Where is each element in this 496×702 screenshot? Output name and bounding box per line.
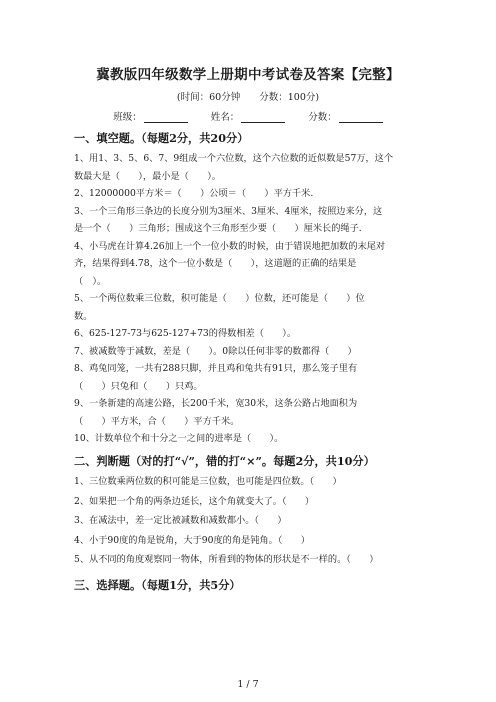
fill-line: 3、一个三角形三条边的长度分别为3厘米、3厘米、4厘米，按照边来分，这 xyxy=(74,205,383,217)
fill-line: 齐，结果得到4.78，这个一位小数是（ ），这道题的正确的结果是 xyxy=(74,258,357,269)
exam-total-score: 分数：100分) xyxy=(259,92,320,103)
section-judge-heading: 二、判断题（对的打“√”，错的打“×”。每题2分，共10分） xyxy=(74,454,375,468)
fill-line: 9、一条新建的高速公路，长200千米，宽30米，这条公路占地面积为 xyxy=(74,398,358,409)
fill-line: （ ）平方米，合（ ）平方千米。 xyxy=(74,415,240,427)
fill-line: 6、625-127-73与625-127+73的得数相差（ ）。 xyxy=(74,328,297,339)
page-title: 冀教版四年级数学上册期中考试卷及答案【完整】 xyxy=(96,67,400,83)
judge-line: 4、小于90度的角是锐角，大于90度的角是钝角。（ ） xyxy=(74,534,310,546)
name-field xyxy=(211,109,286,123)
judge-line: 3、在减法中，差一定比被减数和减数都小。（ ） xyxy=(74,515,287,526)
score-field xyxy=(308,109,383,123)
score-blank[interactable] xyxy=(339,112,383,123)
fill-line: 1、用1、3、5、6、7、9组成一个六位数，这个六位数的近似数是57万，这个 xyxy=(74,153,394,164)
judge-line: 2、如果把一个角的两条边延长，这个角就变大了。（ ） xyxy=(74,495,315,507)
section-choice-heading: 三、选择题。（每题1分，共5分） xyxy=(74,578,241,592)
fill-line: 2、12000000平方米＝（ ）公顷＝（ ）平方千米. xyxy=(74,188,314,199)
fill-line: 是一个（ ）三角形；围成这个三角形至少要（ ）厘米长的绳子. xyxy=(74,223,362,234)
fill-line: 数。 xyxy=(74,310,93,322)
exam-time: (时间：60分钟 xyxy=(176,92,241,103)
score-label: 分数： xyxy=(308,112,337,123)
judge-line: 5、从不同的角度观察同一物体，所看到的物体的形状是不一样的。（ ） xyxy=(74,554,379,565)
judge-line: 1、三位数乘两位数的积可能是三位数，也可能是四位数。（ ） xyxy=(74,476,342,487)
fill-line: 10、计数单位个和十分之一之间的进率是（ ）。 xyxy=(74,433,284,444)
class-label: 班级： xyxy=(113,112,142,123)
fill-line: （ ）只兔和（ ）只鸡。 xyxy=(74,380,203,392)
fill-line: 4、小马虎在计算4.26加上一个一位小数的时候，由于错误地把加数的末尾对 xyxy=(74,240,386,252)
exam-meta xyxy=(0,89,496,103)
name-label: 姓名： xyxy=(210,112,240,123)
class-field xyxy=(113,109,188,123)
fill-line: 5、一个两位数乘三位数，积可能是（ ）位数，还可能是（ ）位 xyxy=(74,293,365,304)
fill-line: 7、被减数等于减数，差是（ ）。0除以任何非零的数都得（ ） xyxy=(74,345,357,357)
fill-line: （ ）。 xyxy=(74,275,107,287)
fill-line: 数最大是（ ），最小是（ ）。 xyxy=(74,170,221,182)
page-number: 1 / 7 xyxy=(237,679,259,690)
fill-line: 8、鸡兔同笼，一共有288只脚，并且鸡和兔共有91只，那么笼子里有 xyxy=(74,363,358,374)
student-info-fields xyxy=(0,109,496,123)
class-blank[interactable] xyxy=(144,112,188,123)
name-blank[interactable] xyxy=(241,112,285,123)
section-fill-in-heading: 一、填空题。（每题2分，共20分） xyxy=(74,131,249,145)
